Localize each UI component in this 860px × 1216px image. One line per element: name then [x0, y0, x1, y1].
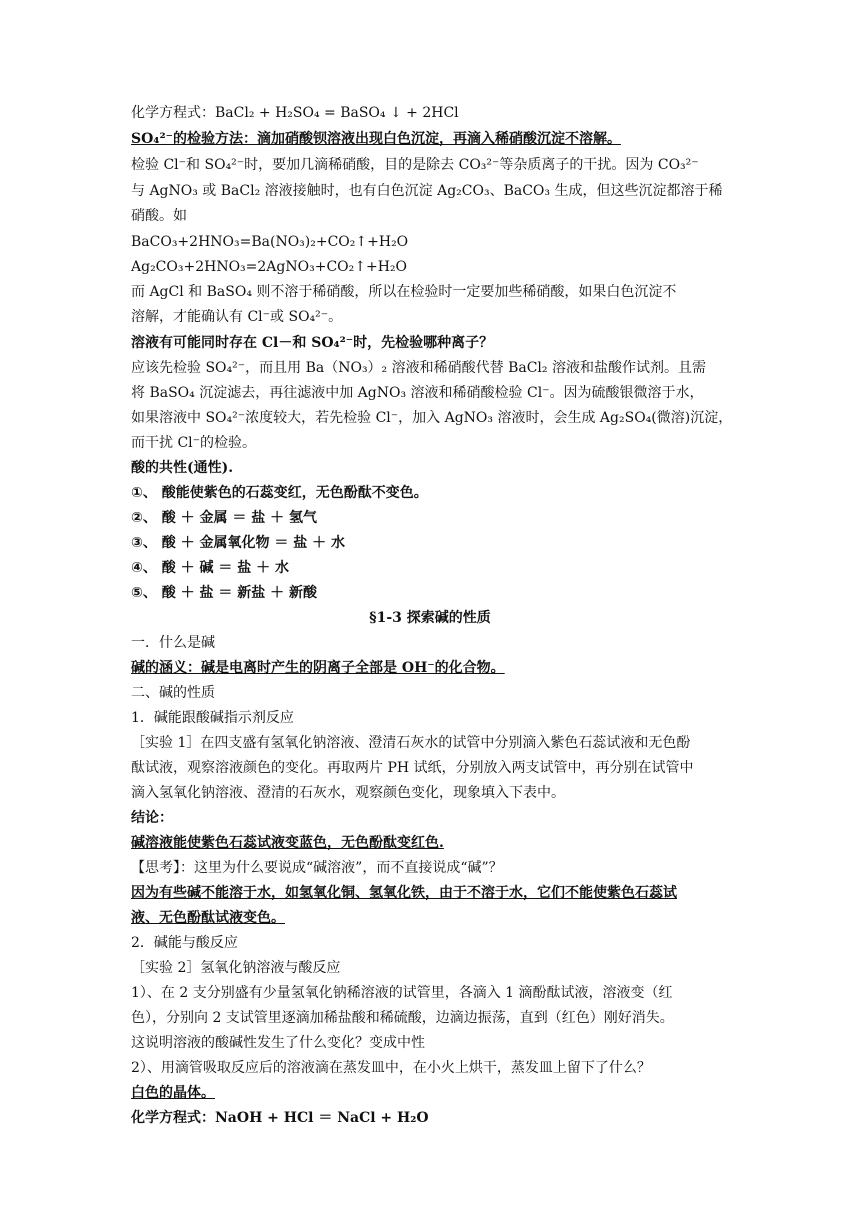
list-item: ①、 酸能使紫色的石蕊变红，无色酚酞不变色。	[131, 485, 428, 501]
conclusion-label: 结论：	[131, 810, 173, 826]
paragraph-line: 如果溶液中 SO₄²⁻浓度较大，若先检验 Cl⁻，加入 AgNO₃ 溶液时，会生成 Ag₂SO₄(微溶)沉淀，	[131, 410, 733, 426]
list-item: ②、 酸 ＋ 金属 ＝ 盐 ＋ 氢气	[131, 510, 317, 526]
paragraph-line: 色），分别向 2 支试管里逐滴加稀盐酸和稀硫酸，边滴边振荡，直到（红色）刚好消失。	[131, 1010, 674, 1026]
experiment-heading: ［实验 2］氢氧化钠溶液与酸反应	[131, 960, 341, 976]
conclusion-text: 碱溶液能使紫色石蕊试液变蓝色，无色酚酞变红色.	[131, 835, 444, 851]
answer-line: 白色的晶体。	[131, 1085, 215, 1101]
equation-ag2co3: Ag₂CO₃+2HNO₃=2AgNO₃+CO₂↑+H₂O	[131, 259, 408, 275]
paragraph-line: 而 AgCl 和 BaSO₄ 则不溶于稀硝酸，所以在检验时一定要加些稀硝酸，如果白色沉淀不	[131, 284, 677, 300]
paragraph-line: 将 BaSO₄ 沉淀滤去，再往滤液中加 AgNO₃ 溶液和稀硝酸检验 Cl⁻。因为硫酸银微溶于水，	[131, 385, 704, 401]
paragraph-line: 溶解，才能确认有 Cl⁻或 SO₄²⁻。	[131, 309, 343, 325]
subheading: 一．什么是碱	[131, 635, 215, 651]
subheading: 1．碱能跟酸碱指示剂反应	[131, 710, 294, 726]
paragraph-line: 应该先检验 SO₄²⁻，而且用 Ba（NO₃）₂ 溶液和稀硝酸代替 BaCl₂ 溶液和盐酸作试剂。且需	[131, 360, 706, 376]
subheading: 2．碱能与酸反应	[131, 935, 238, 951]
paragraph-line: 而干扰 Cl⁻的检验。	[131, 435, 257, 451]
list-item: ④、 酸 ＋ 碱 ＝ 盐 ＋ 水	[131, 560, 289, 576]
paragraph-line: 与 AgNO₃ 或 BaCl₂ 溶液接触时，也有白色沉淀 Ag₂CO₃、BaCO₃ 生成，但这些沉淀都溶于稀	[131, 183, 723, 199]
paragraph-line: 酞试液，观察溶液颜色的变化。再取两片 PH 试纸，分别放入两支试管中，再分别在试管中	[131, 760, 694, 776]
acid-properties-heading: 酸的共性(通性).	[131, 460, 234, 476]
think-answer: 液、无色酚酞试液变色。	[131, 910, 285, 926]
sulfate-test-method: SO₄²⁻的检验方法：滴加硝酸钡溶液出现白色沉淀，再滴入稀硝酸沉淀不溶解。	[131, 131, 621, 147]
think-answer: 因为有些碱不能溶于水，如氢氧化铜、氢氧化铁，由于不溶于水，它们不能使紫色石蕊试	[131, 885, 677, 901]
list-item: ③、 酸 ＋ 金属氧化物 ＝ 盐 ＋ 水	[131, 535, 345, 551]
paragraph-line: 检验 Cl⁻和 SO₄²⁻时，要加几滴稀硝酸，目的是除去 CO₃²⁻等杂质离子的干扰。因为 CO₃²⁻	[131, 157, 699, 173]
equation-baco3: BaCO₃+2HNO₃=Ba(NO₃)₂+CO₂↑+H₂O	[131, 234, 409, 250]
paragraph-line: 这说明溶液的酸碱性发生了什么变化？变成中性	[131, 1035, 425, 1051]
section-title: §1-3 探索碱的性质	[369, 610, 491, 626]
question-heading: 溶液有可能同时存在 Cl－和 SO₄²⁻时，先检验哪种离子？	[131, 335, 494, 351]
paragraph-line: ［实验 1］在四支盛有氢氧化钠溶液、澄清石灰水的试管中分别滴入紫色石蕊试液和无色酚	[131, 735, 691, 751]
paragraph-line: 2）、用滴管吸取反应后的溶液滴在蒸发皿中，在小火上烘干，蒸发皿上留下了什么？	[131, 1060, 651, 1076]
think-question: 【思考】：这里为什么要说成“碱溶液”，而不直接说成“碱”？	[131, 860, 503, 876]
subheading: 二、碱的性质	[131, 685, 215, 701]
base-definition: 碱的涵义：碱是电离时产生的阴离子全部是 OH⁻的化合物。	[131, 660, 505, 676]
paragraph-line: 1）、在 2 支分别盛有少量氢氧化钠稀溶液的试管里，各滴入 1 滴酚酞试液，溶液变（红	[131, 985, 673, 1001]
list-item: ⑤、 酸 ＋ 盐 ＝ 新盐 ＋ 新酸	[131, 585, 317, 601]
equation-naoh-hcl: 化学方程式：NaOH + HCl ＝ NaCl + H₂O	[131, 1110, 429, 1126]
equation-bacl2-h2so4: 化学方程式：BaCl₂ + H₂SO₄ = BaSO₄ ↓ + 2HCl	[131, 105, 459, 121]
paragraph-line: 滴入氢氧化钠溶液、澄清的石灰水，观察颜色变化，现象填入下表中。	[131, 785, 565, 801]
paragraph-line: 硝酸。如	[131, 208, 187, 224]
